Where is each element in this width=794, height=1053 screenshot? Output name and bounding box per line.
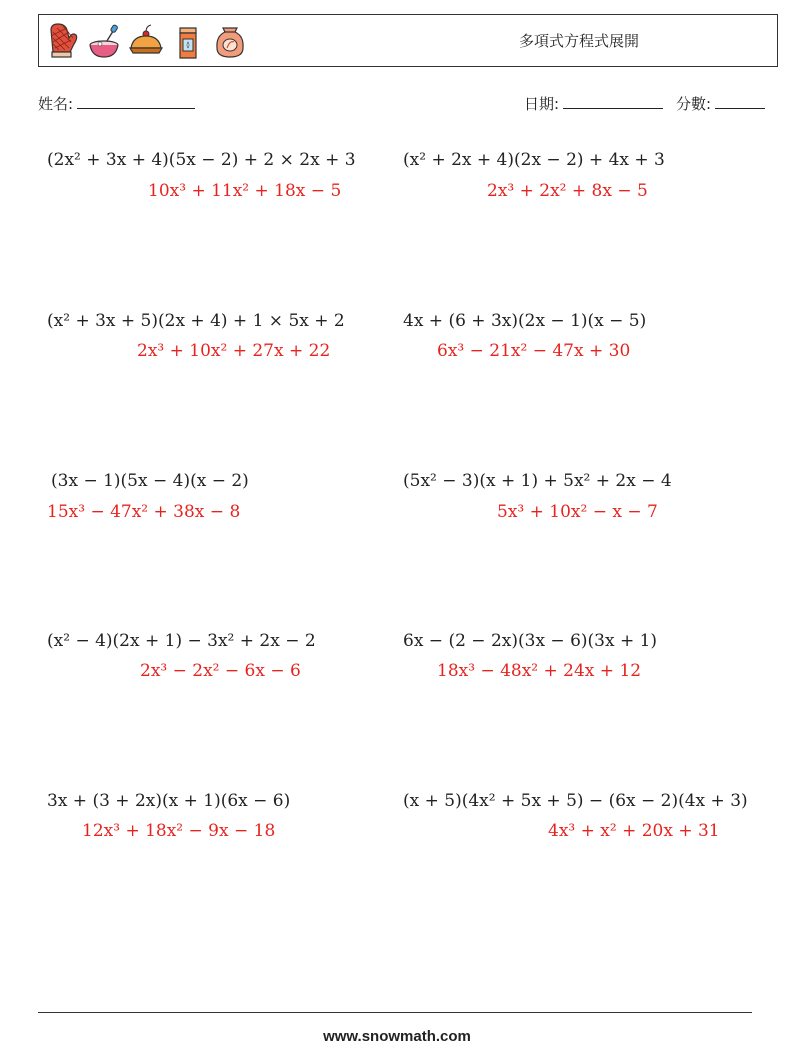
problem-answer: 2x³ + 10x² + 27x + 22	[137, 341, 331, 361]
score-blank[interactable]	[715, 94, 765, 109]
problem-answer: 4x³ + x² + 20x + 31	[548, 821, 720, 841]
name-blank[interactable]	[77, 94, 195, 109]
problem-answer: 2x³ + 2x² + 8x − 5	[487, 181, 648, 201]
problem-answer: 5x³ + 10x² − x − 7	[497, 502, 658, 522]
flour-sack-icon	[213, 22, 247, 60]
problem-answer: 15x³ − 47x² + 38x − 8	[47, 502, 241, 522]
pie-icon	[129, 22, 163, 60]
problem-answer: 2x³ − 2x² − 6x − 6	[140, 661, 301, 681]
name-field	[38, 93, 195, 114]
problem-question: 3x + (3 + 2x)(x + 1)(6x − 6)	[47, 791, 291, 811]
problem-question: (x² + 3x + 5)(2x + 4) + 1 × 5x + 2	[47, 311, 345, 331]
problem-answer: 6x³ − 21x² − 47x + 30	[437, 341, 631, 361]
problem-answer: 18x³ − 48x² + 24x + 12	[437, 661, 642, 681]
date-field	[524, 93, 663, 114]
worksheet-header	[38, 14, 778, 67]
milk-carton-icon	[171, 22, 205, 60]
problem-question: 4x + (6 + 3x)(2x − 1)(x − 5)	[403, 311, 647, 331]
score-field	[676, 93, 765, 114]
worksheet-title: 多項式方程式展開	[519, 32, 640, 50]
icon-row	[45, 22, 247, 62]
problem-answer: 12x³ + 18x² − 9x − 18	[82, 821, 276, 841]
date-label: 日期:	[524, 95, 560, 113]
score-label: 分數:	[676, 95, 712, 113]
problem-question: (2x² + 3x + 4)(5x − 2) + 2 × 2x + 3	[47, 150, 356, 170]
problem-question: (x² − 4)(2x + 1) − 3x² + 2x − 2	[47, 631, 316, 651]
oven-mitt-icon	[45, 22, 79, 60]
problem-question: (3x − 1)(5x − 4)(x − 2)	[51, 471, 249, 491]
problem-question: (x + 5)(4x² + 5x + 5) − (6x − 2)(4x + 3)	[403, 791, 748, 811]
problem-question: 6x − (2 − 2x)(3x − 6)(3x + 1)	[403, 631, 658, 651]
footer-divider	[38, 1012, 752, 1013]
date-blank[interactable]	[563, 94, 663, 109]
footer-url[interactable]: www.snowmath.com	[323, 1028, 471, 1045]
name-label: 姓名:	[38, 95, 74, 113]
problem-question: (x² + 2x + 4)(2x − 2) + 4x + 3	[403, 150, 665, 170]
problem-question: (5x² − 3)(x + 1) + 5x² + 2x − 4	[403, 471, 672, 491]
problem-answer: 10x³ + 11x² + 18x − 5	[148, 181, 342, 201]
mixing-bowl-icon	[87, 22, 121, 60]
